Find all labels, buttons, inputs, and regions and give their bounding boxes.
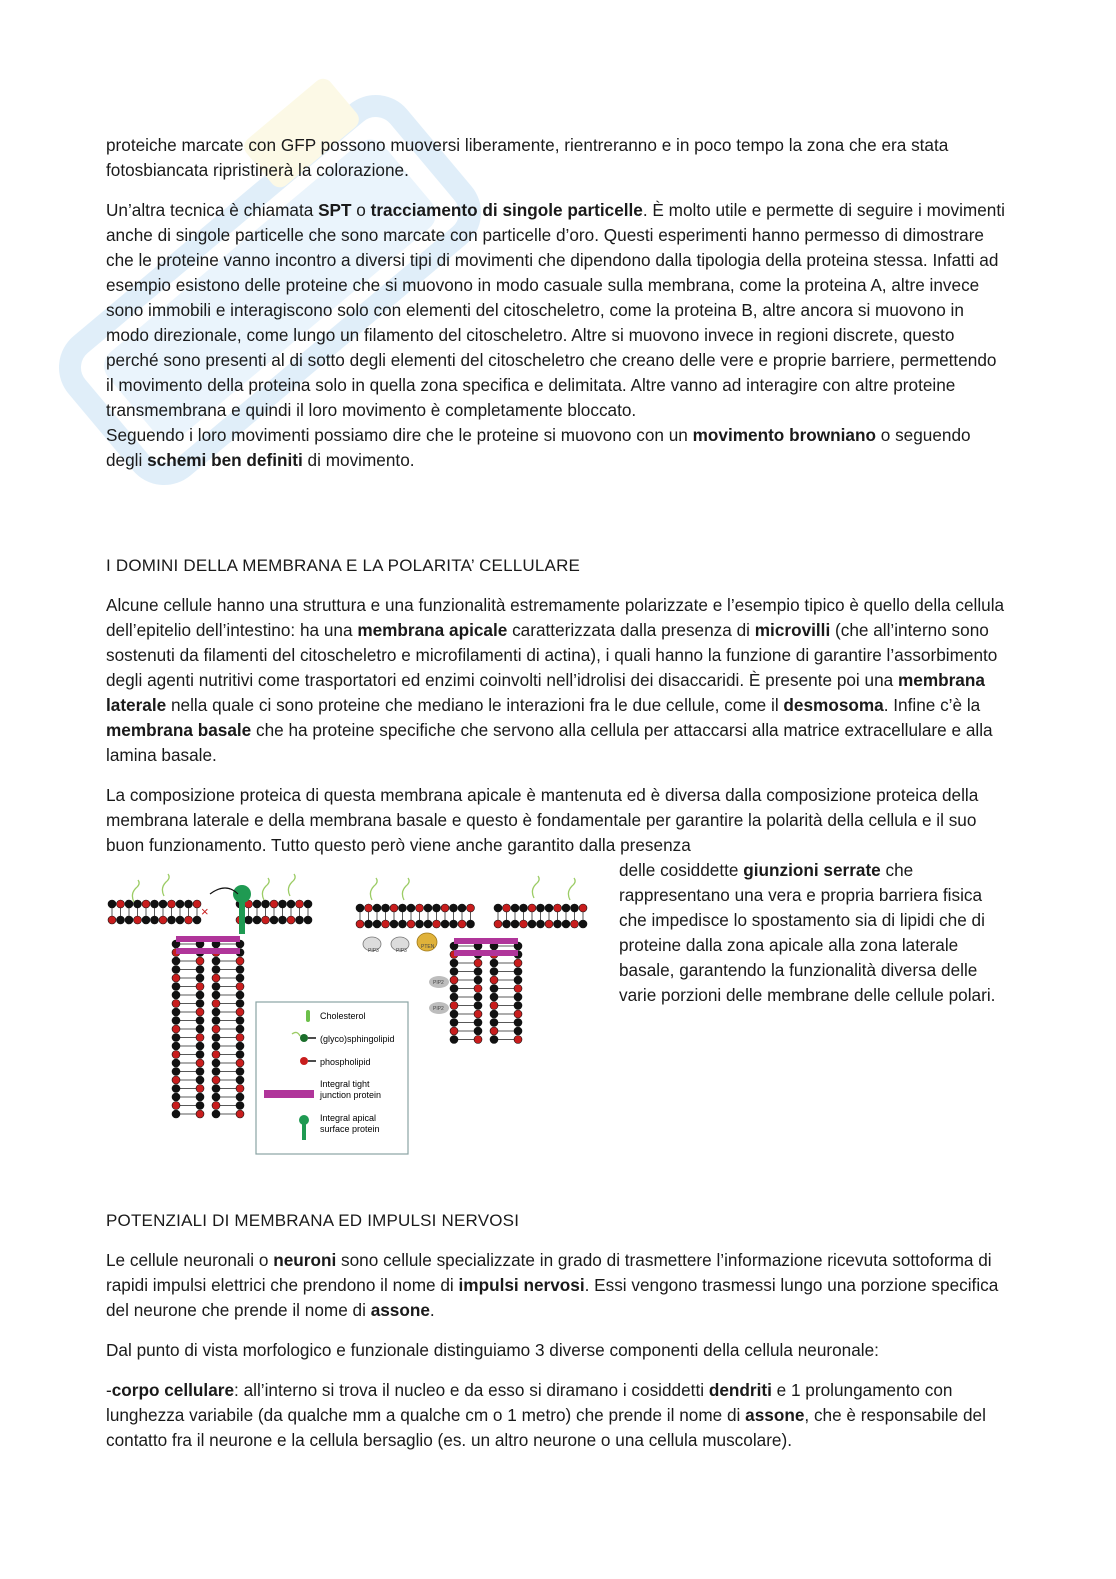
lipid-head xyxy=(236,1008,244,1016)
sphingolipid-icon xyxy=(300,1034,308,1042)
lipid-head xyxy=(262,916,270,924)
text-run: , che è responsabile del contatto fra il neurone e la cellula bersaglio (es. un altro neurone o una cellula muscolare). xyxy=(106,1405,986,1450)
lipid-head xyxy=(196,1042,204,1050)
lipid-head xyxy=(494,904,502,912)
lipid-head xyxy=(245,916,253,924)
lipid-head xyxy=(390,904,398,912)
lipid-head xyxy=(490,1002,498,1010)
lipid-head xyxy=(304,916,312,924)
lipid-head xyxy=(490,968,498,976)
lipid-head xyxy=(212,991,220,999)
lipid-head xyxy=(196,1017,204,1025)
text-run: delle cosiddette xyxy=(619,860,744,880)
lipid-head xyxy=(196,1068,204,1076)
lipid-head xyxy=(253,916,261,924)
lipid-head xyxy=(474,1036,482,1044)
lipid-head xyxy=(185,900,193,908)
text-run: . xyxy=(429,1300,435,1320)
lipid-head xyxy=(424,904,432,912)
lipid-head xyxy=(494,920,502,928)
lipid-head xyxy=(172,1000,180,1008)
lipid-head xyxy=(490,976,498,984)
text-run: Le cellule neuronali o xyxy=(106,1250,274,1270)
lipid-head xyxy=(528,904,536,912)
glycan-chain xyxy=(262,878,269,900)
bold-term: membrana apicale xyxy=(357,620,508,640)
text-run: Alcune cellule hanno una struttura e una funzionalità estremamente polarizzate e l’esempio tipico è quello della cellula dell’epitelio dell’intestino: ha una xyxy=(106,595,1005,640)
lipid-head xyxy=(356,920,364,928)
lipid-head xyxy=(172,974,180,982)
lipid-head xyxy=(236,1025,244,1033)
lipid-head xyxy=(212,1085,220,1093)
lipid-head xyxy=(382,904,390,912)
lipid-head xyxy=(279,916,287,924)
lipid-head xyxy=(474,1010,482,1018)
lipid-head xyxy=(545,920,553,928)
lipid-head xyxy=(196,991,204,999)
paragraph-text: Dal punto di vista morfologico e funzionale distinguiamo 3 diverse componenti della cellula neuronale: xyxy=(106,1340,879,1360)
lipid-head xyxy=(236,1085,244,1093)
lipid-head xyxy=(134,916,142,924)
lipid-head xyxy=(296,900,304,908)
lipid-head xyxy=(172,1085,180,1093)
lipid-head xyxy=(514,968,522,976)
text-run: o xyxy=(351,200,371,220)
lipid-head xyxy=(514,993,522,1001)
bold-term: desmosoma xyxy=(783,695,884,715)
lipid-head xyxy=(467,920,475,928)
lipid-head xyxy=(441,920,449,928)
glycan-chain xyxy=(370,878,377,900)
lipid-head xyxy=(503,920,511,928)
lipid-head xyxy=(373,904,381,912)
lipid-head xyxy=(196,1076,204,1084)
lipid-head xyxy=(450,1019,458,1027)
lipid-head xyxy=(545,904,553,912)
lipid-head xyxy=(579,920,587,928)
lipid-head xyxy=(196,1034,204,1042)
lipid-head xyxy=(450,1027,458,1035)
lipid-head xyxy=(253,900,261,908)
lipid-head xyxy=(503,904,511,912)
lipid-head xyxy=(490,1036,498,1044)
lipid-head xyxy=(212,1008,220,1016)
paragraph-photobleaching xyxy=(106,133,1006,183)
lipid-head xyxy=(236,974,244,982)
lipid-head xyxy=(514,1027,522,1035)
lipid-head xyxy=(490,1019,498,1027)
lipid-head xyxy=(172,1034,180,1042)
paragraph-composition xyxy=(106,783,1006,858)
lipid-head xyxy=(296,916,304,924)
lipid-head xyxy=(416,904,424,912)
lipid-head xyxy=(236,957,244,965)
text-run: che rappresentano una vera e propria barriera fisica che impedisce lo spostamento sia di lipidi che di proteine dalla zona apicale alla zona laterale basale, garantendo la funzionalità diversa delle varie porzioni delle membrane delle cellule polari. xyxy=(619,860,996,1005)
bold-term: assone xyxy=(370,1300,430,1320)
lipid-head xyxy=(193,900,201,908)
legend-label: Integral tight xyxy=(320,1079,370,1089)
lipid-head xyxy=(172,1102,180,1110)
bold-term: schemi ben definiti xyxy=(147,450,303,470)
tight-junction xyxy=(176,936,240,942)
membrane-polarity-figure xyxy=(104,872,594,1162)
lipid-head xyxy=(554,920,562,928)
lipid-head xyxy=(172,1093,180,1101)
lipid-head xyxy=(514,1036,522,1044)
lipid-head xyxy=(172,957,180,965)
legend-label: Cholesterol xyxy=(320,1011,366,1021)
lipid-head xyxy=(537,904,545,912)
lipid-head xyxy=(287,916,295,924)
lipid-head xyxy=(176,916,184,924)
lipid-head xyxy=(399,920,407,928)
lipid-head xyxy=(474,993,482,1001)
lipid-head xyxy=(511,904,519,912)
text-run: : all’interno si trova il nucleo e da esso si diramano i cosiddetti xyxy=(234,1380,709,1400)
text-run: Seguendo i loro movimenti possiamo dire che le proteine si muovono con un xyxy=(106,425,693,445)
paragraph-spt xyxy=(106,198,1006,473)
lipid-head xyxy=(490,1010,498,1018)
section-heading-domains: I DOMINI DELLA MEMBRANA E LA POLARITA’ CELLULARE xyxy=(106,556,581,575)
text-run: nella quale ci sono proteine che mediano le interazioni fra le due cellule, come il xyxy=(166,695,784,715)
lipid-head xyxy=(196,1085,204,1093)
text-run: . Essi vengono trasmessi lungo una porzione specifica del neurone che prende il nome di xyxy=(106,1275,999,1320)
lipid-head xyxy=(450,993,458,1001)
tight-junction-icon xyxy=(264,1090,314,1098)
glycan-chain xyxy=(532,876,539,898)
lipid-head xyxy=(159,900,167,908)
lipid-head xyxy=(450,904,458,912)
lipid-head xyxy=(514,1019,522,1027)
lipid-head xyxy=(236,1068,244,1076)
text-run: di movimento. xyxy=(302,450,415,470)
lipid-head xyxy=(467,904,475,912)
lipid-head xyxy=(450,1036,458,1044)
lipid-head xyxy=(490,1027,498,1035)
lipid-head xyxy=(407,920,415,928)
lipid-head xyxy=(172,1076,180,1084)
lipid-head xyxy=(236,1110,244,1118)
paragraph-components xyxy=(106,1338,1006,1363)
bold-term: impulsi nervosi xyxy=(458,1275,585,1295)
lipid-head xyxy=(236,1034,244,1042)
section-heading-potentials: POTENZIALI DI MEMBRANA ED IMPULSI NERVOSI xyxy=(106,1211,520,1230)
tight-junction xyxy=(176,948,240,954)
bold-term: giunzioni serrate xyxy=(743,860,881,880)
lipid-head xyxy=(172,1051,180,1059)
lipid-head xyxy=(270,916,278,924)
lipid-head xyxy=(236,1102,244,1110)
lipid-head xyxy=(407,904,415,912)
lipid-head xyxy=(511,920,519,928)
lipid-head xyxy=(196,1110,204,1118)
lipid-head xyxy=(212,1102,220,1110)
lipid-head xyxy=(458,920,466,928)
lipid-head xyxy=(474,968,482,976)
lipid-head xyxy=(474,1002,482,1010)
lipid-head xyxy=(279,900,287,908)
text-run: Un’altra tecnica è chiamata xyxy=(106,200,319,220)
lipid-head xyxy=(441,904,449,912)
lipid-head xyxy=(151,916,159,924)
lipid-head xyxy=(196,1025,204,1033)
lipid-head xyxy=(176,900,184,908)
bold-term: tracciamento di singole particelle xyxy=(370,200,643,220)
lipid-head xyxy=(193,916,201,924)
lipid-head xyxy=(236,966,244,974)
lipid-head xyxy=(554,904,562,912)
paragraph-text: La composizione proteica di questa membrana apicale è mantenuta ed è diversa dalla composizione proteica della membrana laterale e della membrana basale e questo è fondamentale per garantire la polarità della cellula e il suo buon funzionamento. Tutto questo però viene anche garantito dalla presenza xyxy=(106,785,979,855)
apical-protein-stem-icon xyxy=(302,1124,306,1140)
lipid-head xyxy=(196,1093,204,1101)
lipid-head xyxy=(236,1000,244,1008)
legend-label: phospholipid xyxy=(320,1057,371,1067)
lipid-head xyxy=(212,1076,220,1084)
paragraph-cell-body xyxy=(106,1378,1006,1453)
lipid-head xyxy=(196,1008,204,1016)
legend-label: Integral apical xyxy=(320,1113,377,1123)
lipid-head xyxy=(196,974,204,982)
lipid-head xyxy=(514,959,522,967)
bold-term: corpo cellulare xyxy=(111,1380,235,1400)
lipid-head xyxy=(172,1017,180,1025)
lipid-head xyxy=(474,959,482,967)
lipid-head xyxy=(117,916,125,924)
paragraph-neurons xyxy=(106,1248,1006,1323)
lipid-head xyxy=(172,1008,180,1016)
lipid-head xyxy=(450,959,458,967)
lipid-head xyxy=(474,976,482,984)
lipid-head xyxy=(490,959,498,967)
bold-term: membrana laterale xyxy=(106,670,985,715)
text-run: . È molto utile e permette di seguire i movimenti anche di singole particelle che sono marcate con particelle d’oro. Questi esperimenti hanno permesso di dimostrare che le proteine vanno incontro a diversi tipi di movimenti che dipendono dalla tipologia della proteina stessa. Infatti ad esempio esistono delle proteine che si muovono in modo casuale sulla membrana, come la proteina A, altre invece sono immobili e interagiscono solo con elementi del citoscheletro, come la proteina B, altre ancora si muovono in modo direzionale, come lungo un filamento del citoscheletro. Altre si muovono invece in regioni discrete, questo perché sono presenti al di sotto degli elementi del citoscheletro che creano delle vere e proprie barriere, permettendo il movimento della proteina solo in quella zona specifica e delimitata. Altre vanno ad interagire con altre proteine transmembrana e quindi il loro movimento è completamente bloccato. xyxy=(106,200,1005,420)
lipid-head xyxy=(399,904,407,912)
lipid-head xyxy=(212,1068,220,1076)
lipid-head xyxy=(212,1051,220,1059)
text-run: o seguendo degli xyxy=(106,425,971,470)
cholesterol-icon xyxy=(306,1010,310,1022)
lipid-head xyxy=(579,904,587,912)
glycan-chain xyxy=(162,874,169,896)
lipid-head xyxy=(236,1059,244,1067)
lipid-head xyxy=(196,1051,204,1059)
text-run: che ha proteine specifiche che servono alla cellula per attaccarsi alla matrice extracellulare e alla lamina basale. xyxy=(106,720,993,765)
lipid-head xyxy=(450,920,458,928)
lipid-head xyxy=(236,1017,244,1025)
lipid-head xyxy=(196,966,204,974)
lipid-head xyxy=(196,983,204,991)
lipid-head xyxy=(287,900,295,908)
lipid-head xyxy=(134,900,142,908)
lipid-head xyxy=(356,904,364,912)
lipid-head xyxy=(433,904,441,912)
lipid-head xyxy=(125,900,133,908)
glycan-chain xyxy=(402,878,409,900)
lipid-head xyxy=(117,900,125,908)
lipid-head xyxy=(490,993,498,1001)
paragraph-tight-junctions xyxy=(619,858,1009,1008)
lipid-head xyxy=(212,1110,220,1118)
bold-term: microvilli xyxy=(754,620,831,640)
text-run: e 1 prolungamento con lunghezza variabile (da qualche mm a qualche cm o 1 metro) che prende il nome di xyxy=(106,1380,953,1425)
lipid-head xyxy=(365,920,373,928)
lipid-head xyxy=(172,1059,180,1067)
glycan-chain xyxy=(288,874,295,896)
lipid-head xyxy=(212,1000,220,1008)
lipid-head xyxy=(172,1025,180,1033)
glycan-chain xyxy=(132,880,139,902)
lipid-head xyxy=(571,920,579,928)
lipid-head xyxy=(236,983,244,991)
lipid-head xyxy=(514,985,522,993)
lipid-head xyxy=(212,1025,220,1033)
lipid-head xyxy=(514,976,522,984)
lipid-head xyxy=(172,1042,180,1050)
lipid-head xyxy=(196,1102,204,1110)
paragraph-polarity xyxy=(106,593,1006,768)
protein-label: PIP2 xyxy=(433,1006,444,1012)
lipid-head xyxy=(236,991,244,999)
lipid-head xyxy=(172,966,180,974)
lipid-head xyxy=(159,916,167,924)
lipid-head xyxy=(514,1010,522,1018)
lipid-head xyxy=(142,900,150,908)
bold-term: dendriti xyxy=(708,1380,772,1400)
phospholipid-icon xyxy=(300,1057,308,1065)
lipid-head xyxy=(151,900,159,908)
lipid-head xyxy=(514,1002,522,1010)
lipid-head xyxy=(168,900,176,908)
apical-protein-stem xyxy=(239,900,245,934)
lipid-head xyxy=(236,1076,244,1084)
lipid-head xyxy=(212,1034,220,1042)
lipid-head xyxy=(212,974,220,982)
lipid-head xyxy=(424,920,432,928)
text-run: sono cellule specializzate in grado di trasmettere l’informazione ricevuta sottoforma di rapidi impulsi elettrici che prendono il nome di xyxy=(106,1250,992,1295)
bold-term: SPT xyxy=(318,200,352,220)
lipid-head xyxy=(212,1059,220,1067)
lipid-head xyxy=(450,1010,458,1018)
lipid-head xyxy=(212,966,220,974)
lipid-head xyxy=(304,900,312,908)
lipid-head xyxy=(196,957,204,965)
lipid-head xyxy=(365,904,373,912)
lipid-head xyxy=(450,976,458,984)
lipid-head xyxy=(490,985,498,993)
lipid-head xyxy=(142,916,150,924)
lipid-head xyxy=(212,1042,220,1050)
lipid-head xyxy=(172,1068,180,1076)
lipid-head xyxy=(262,900,270,908)
lipid-head xyxy=(212,1017,220,1025)
lipid-head xyxy=(520,920,528,928)
lipid-head xyxy=(236,1093,244,1101)
lipid-head xyxy=(450,985,458,993)
lipid-head xyxy=(168,916,176,924)
lipid-head xyxy=(382,920,390,928)
lipid-head xyxy=(212,1093,220,1101)
legend-label: junction protein xyxy=(320,1090,382,1100)
apical-protein-icon xyxy=(299,1115,309,1125)
lipid-head xyxy=(537,920,545,928)
protein-label: PIP3 xyxy=(396,948,407,954)
bold-term: membrana basale xyxy=(106,720,252,740)
bold-term: movimento browniano xyxy=(692,425,876,445)
lipid-head xyxy=(108,900,116,908)
lipid-head xyxy=(450,968,458,976)
bold-term: neuroni xyxy=(273,1250,337,1270)
lipid-head xyxy=(185,916,193,924)
lipid-head xyxy=(458,904,466,912)
lipid-head xyxy=(450,1002,458,1010)
text-run: . Infine c’è la xyxy=(883,695,981,715)
lipid-head xyxy=(562,904,570,912)
lipid-head xyxy=(125,916,133,924)
tight-junction xyxy=(454,938,518,944)
lipid-head xyxy=(571,904,579,912)
lipid-head xyxy=(416,920,424,928)
lipid-head xyxy=(520,904,528,912)
lipid-head xyxy=(212,983,220,991)
lipid-head xyxy=(474,1019,482,1027)
protein-label: PIP3 xyxy=(368,948,379,954)
lipid-head xyxy=(172,1110,180,1118)
paragraph-text: proteiche marcate con GFP possono muoversi liberamente, rientreranno e in poco tempo la zona che era stata fotosbiancata ripristinerà la colorazione. xyxy=(106,135,949,180)
lipid-head xyxy=(172,983,180,991)
glycan-chain xyxy=(568,878,575,900)
text-run: (che all’interno sono sostenuti da filamenti del citoscheletro e microfilamenti di actina), i quali hanno la funzione di garantire l’assorbimento degli agenti nutritivi come trasportatori ed enzimi coinvolti nell’idrolisi dei disaccaridi. È presente poi una xyxy=(106,620,998,690)
lipid-head xyxy=(270,900,278,908)
lipid-head xyxy=(373,920,381,928)
lipid-head xyxy=(474,985,482,993)
lipid-head xyxy=(236,1042,244,1050)
lipid-head xyxy=(474,1027,482,1035)
protein-label: PTEN xyxy=(421,944,435,950)
lipid-head xyxy=(196,1000,204,1008)
lipid-head xyxy=(528,920,536,928)
lipid-head xyxy=(433,920,441,928)
legend-label: (glyco)sphingolipid xyxy=(320,1034,395,1044)
lipid-head xyxy=(172,991,180,999)
bold-term: assone xyxy=(745,1405,805,1425)
tight-junction xyxy=(454,950,518,956)
blocked-x-mark: × xyxy=(201,904,209,919)
legend-label: surface protein xyxy=(320,1124,380,1134)
lipid-head xyxy=(108,916,116,924)
lipid-head xyxy=(212,957,220,965)
text-run: caratterizzata dalla presenza di xyxy=(507,620,755,640)
protein-label: PIP2 xyxy=(433,980,444,986)
lipid-head xyxy=(390,920,398,928)
lipid-head xyxy=(196,1059,204,1067)
text-run: - xyxy=(106,1380,112,1400)
lipid-head xyxy=(562,920,570,928)
lipid-head xyxy=(236,1051,244,1059)
